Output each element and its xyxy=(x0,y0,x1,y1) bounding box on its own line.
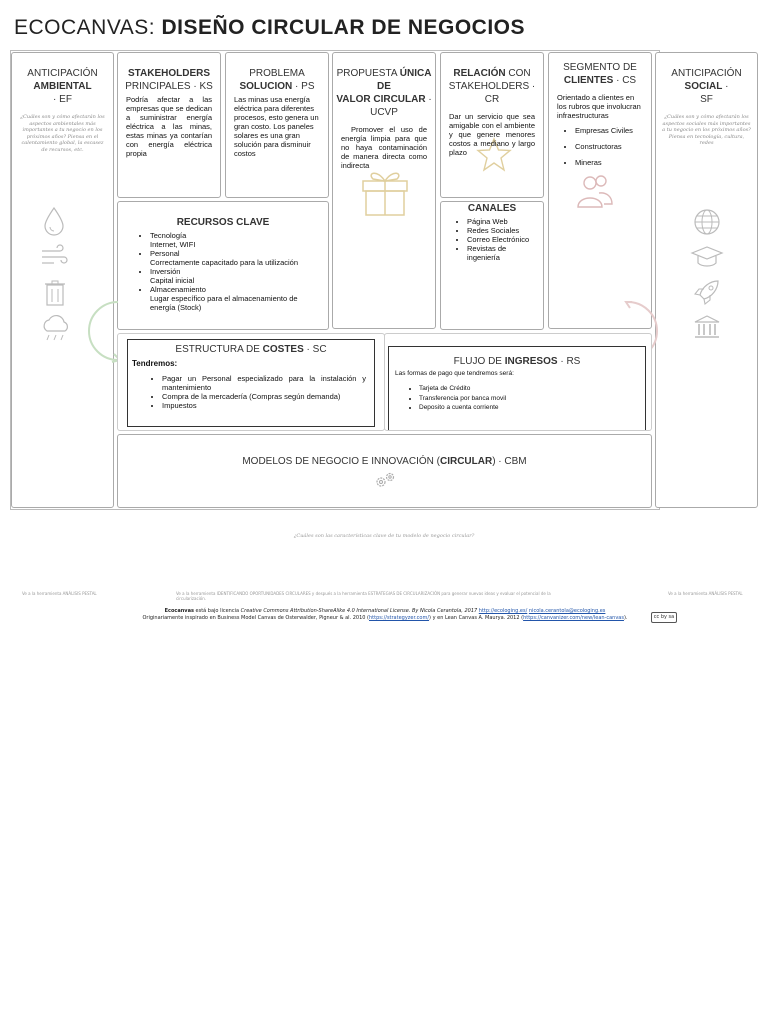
list-item: • Inversión Capital inicial xyxy=(150,267,320,285)
ecologing-link[interactable]: http://ecologing.es/ xyxy=(478,608,528,614)
ks-section[interactable] xyxy=(117,52,221,198)
sc-header-1: ESTRUCTURA DE xyxy=(175,344,263,355)
sf-header-1c: · xyxy=(722,81,729,92)
sc-header-2: · SC xyxy=(303,344,327,355)
ps-header-1: PROBLEMA xyxy=(249,68,305,79)
ps-text: Las minas usa energía eléctrica para diferentes procesos, esto genera un gran costo. Los paneles solares es una gran solución para disminuir costos xyxy=(234,95,319,158)
rain-cloud-icon xyxy=(39,313,73,343)
list-item: • Tarjeta de Crédito xyxy=(419,384,637,394)
strategyzer-link[interactable]: https://strategyzer.com/ xyxy=(369,615,430,621)
title-prefix: ECOCANVAS: xyxy=(14,16,156,39)
list-item: • Pagar un Personal especializado para la instalación y mantenimiento xyxy=(162,374,366,392)
cr-header-bold: RELACIÓN xyxy=(453,68,506,79)
rs-inner xyxy=(388,346,646,431)
list-item: • Tecnología Internet, WIFI xyxy=(150,231,320,249)
trash-icon xyxy=(44,279,66,307)
rs-intro: Las formas de pago que tendremos será: xyxy=(395,370,514,377)
sf-header-2: SF xyxy=(700,94,713,105)
cc-license-badge[interactable] xyxy=(651,612,677,623)
users-icon xyxy=(575,171,615,211)
list-item: • Página Web xyxy=(467,217,535,226)
globe-icon xyxy=(692,207,722,237)
ucvp-header-bold-1: ÚNICA DE xyxy=(377,68,432,92)
cc-badge-label: cc by sa xyxy=(653,614,675,620)
ps-header-bold: SOLUCION xyxy=(239,81,293,92)
sf-header-bold: SOCIAL xyxy=(684,81,723,92)
bank-icon xyxy=(693,313,721,341)
cbm-header-2: ) · CBM xyxy=(492,456,527,467)
list-item: • Deposito a cuenta corriente xyxy=(419,403,637,413)
ch-section[interactable] xyxy=(440,201,544,330)
cbm-header-bold: CIRCULAR xyxy=(439,456,493,467)
rs-header-bold: INGRESOS xyxy=(504,356,558,367)
gift-icon xyxy=(357,165,413,217)
email-link[interactable]: nicola.cerantola@ecologing.es xyxy=(528,608,606,614)
sf-section[interactable] xyxy=(655,52,758,508)
ef-section[interactable] xyxy=(11,52,114,508)
footer-left[interactable]: Ve a la herramienta ANÁLISIS PESTAL xyxy=(22,591,97,596)
cr-text: Dar un servicio que sea amigable con el ambiente y que genere menores costos a mediano y largo plazo xyxy=(449,112,535,157)
cr-section[interactable] xyxy=(440,52,544,198)
list-item: • Correo Electrónico xyxy=(467,235,535,244)
canvanizer-link[interactable]: https://canvanizer.com/new/lean-canvas xyxy=(523,615,624,621)
cbm-section[interactable] xyxy=(117,434,652,508)
cs-text: Orientado a clientes en los rubros que involucran infraestructuras xyxy=(557,93,641,120)
license-text: ) y en Lean Canvas A. Maurya. 2012 ( xyxy=(429,615,524,621)
list-item: • Mineras xyxy=(575,158,643,167)
cs-header-2: · CS xyxy=(613,75,637,86)
list-item: • Redes Sociales xyxy=(467,226,535,235)
ef-hint: ¿Cuáles son y cómo afectarán los aspectos ambientales más importantes a tu negocio en los próximos años? Piensa en el calentamiento global, la escasez de recursos, etc. xyxy=(20,114,105,153)
rs-header-1: FLUJO DE xyxy=(453,356,505,367)
license-text: está bajo licencia xyxy=(193,608,241,614)
list-item: • Constructoras xyxy=(575,142,643,151)
license-block xyxy=(120,608,650,622)
list-item: • Impuestos xyxy=(162,401,366,410)
sc-intro: Tendremos: xyxy=(132,359,178,368)
sc-header-bold: COSTES xyxy=(262,344,304,355)
sc-section[interactable] xyxy=(117,333,385,431)
page-title xyxy=(14,16,525,40)
rs-section[interactable] xyxy=(384,333,652,431)
kr-header: RECURSOS CLAVE xyxy=(176,217,270,228)
sf-hint: ¿Cuáles son y cómo afectarán los aspectos sociales más importantes a tu negocio en los próximos años? Piensa en tecnología, cultura, redes xyxy=(662,114,751,146)
ucvp-header-1: PROPUESTA xyxy=(336,68,400,79)
license-brand: Ecocanvas xyxy=(164,608,194,614)
rs-header-2: · RS xyxy=(557,356,581,367)
bottom-hint: ¿Cuáles son las características clave de tu modelo de negocio circular? xyxy=(293,533,475,539)
list-item: • Revistas de ingeniería xyxy=(467,244,535,262)
wind-icon xyxy=(40,243,70,269)
cr-header-1: CON xyxy=(505,68,531,79)
cs-header-bold: CLIENTES xyxy=(563,75,614,86)
ucvp-header-bold-2: VALOR CIRCULAR xyxy=(336,94,426,105)
sf-header-1: ANTICIPACIÓN xyxy=(671,68,742,79)
ef-header-2: · EF xyxy=(53,94,72,105)
water-drop-icon xyxy=(41,206,67,236)
ps-header-2: · PS xyxy=(292,81,315,92)
list-item: • Compra de la mercadería (Compras según demanda) xyxy=(162,392,366,401)
list-item: • Empresas Civiles xyxy=(575,126,643,135)
footer-right[interactable]: Ve a la herramienta ANÁLISIS PESTAL xyxy=(668,591,743,596)
ef-header-1: ANTICIPACIÓN xyxy=(27,68,98,79)
graduation-cap-icon xyxy=(690,244,724,270)
ef-header-bold: AMBIENTAL xyxy=(33,81,92,92)
sc-inner xyxy=(127,339,375,427)
license-text: Creative Commons Attribution-ShareAlike 4.0 International License. By Nicola Cerantola, 2017 xyxy=(240,608,479,614)
ucvp-header-2: · UCVP xyxy=(370,94,432,118)
title-main: DISEÑO CIRCULAR DE NEGOCIOS xyxy=(161,16,526,39)
kr-section[interactable] xyxy=(117,201,329,330)
cr-header-2: STAKEHOLDERS · CR xyxy=(448,81,536,105)
license-text: Originariamente inspirado en Business Model Canvas de Osterwalder, Pigneur & al. 2010 ( xyxy=(142,615,370,621)
list-item: • Personal Correctamente capacitado para la utilización xyxy=(150,249,320,267)
list-item: • Transferencia por banca movil xyxy=(419,394,637,404)
ucvp-section[interactable] xyxy=(332,52,436,329)
rocket-icon xyxy=(692,277,722,307)
cbm-header-1: MODELOS DE NEGOCIO E INNOVACIÓN ( xyxy=(242,456,440,467)
cs-section[interactable] xyxy=(548,52,652,329)
ks-header-1: STAKEHOLDERS xyxy=(127,68,211,79)
footer-center[interactable]: Ve a la herramienta IDENTIFICANDO OPORTUNIDADES CIRCULARES y después a la herramienta ESTRATEGIAS DE CIRCULARIZACIÓN para generar nuevas ideas y evaluar el potencial de la circularización. xyxy=(176,591,551,601)
license-text: ). xyxy=(623,615,628,621)
ps-section[interactable] xyxy=(225,52,329,198)
ks-text: Podría afectar a las empresas que se dedican a suministrar energía eléctrica a las minas, estas minas ya contarían con energía eléctrica propia xyxy=(126,95,212,158)
ch-header: CANALES xyxy=(467,203,517,214)
cs-header-1: SEGMENTO DE xyxy=(563,62,637,73)
ucvp-text: Promover el uso de energía limpia para que no haya contaminación de manera directa como indirecta xyxy=(341,125,427,170)
list-item: • Almacenamiento Lugar específico para el almacenamiento de energía (Stock) xyxy=(150,285,320,312)
gears-icon xyxy=(373,471,397,489)
ks-header-2: PRINCIPALES · KS xyxy=(125,81,213,92)
